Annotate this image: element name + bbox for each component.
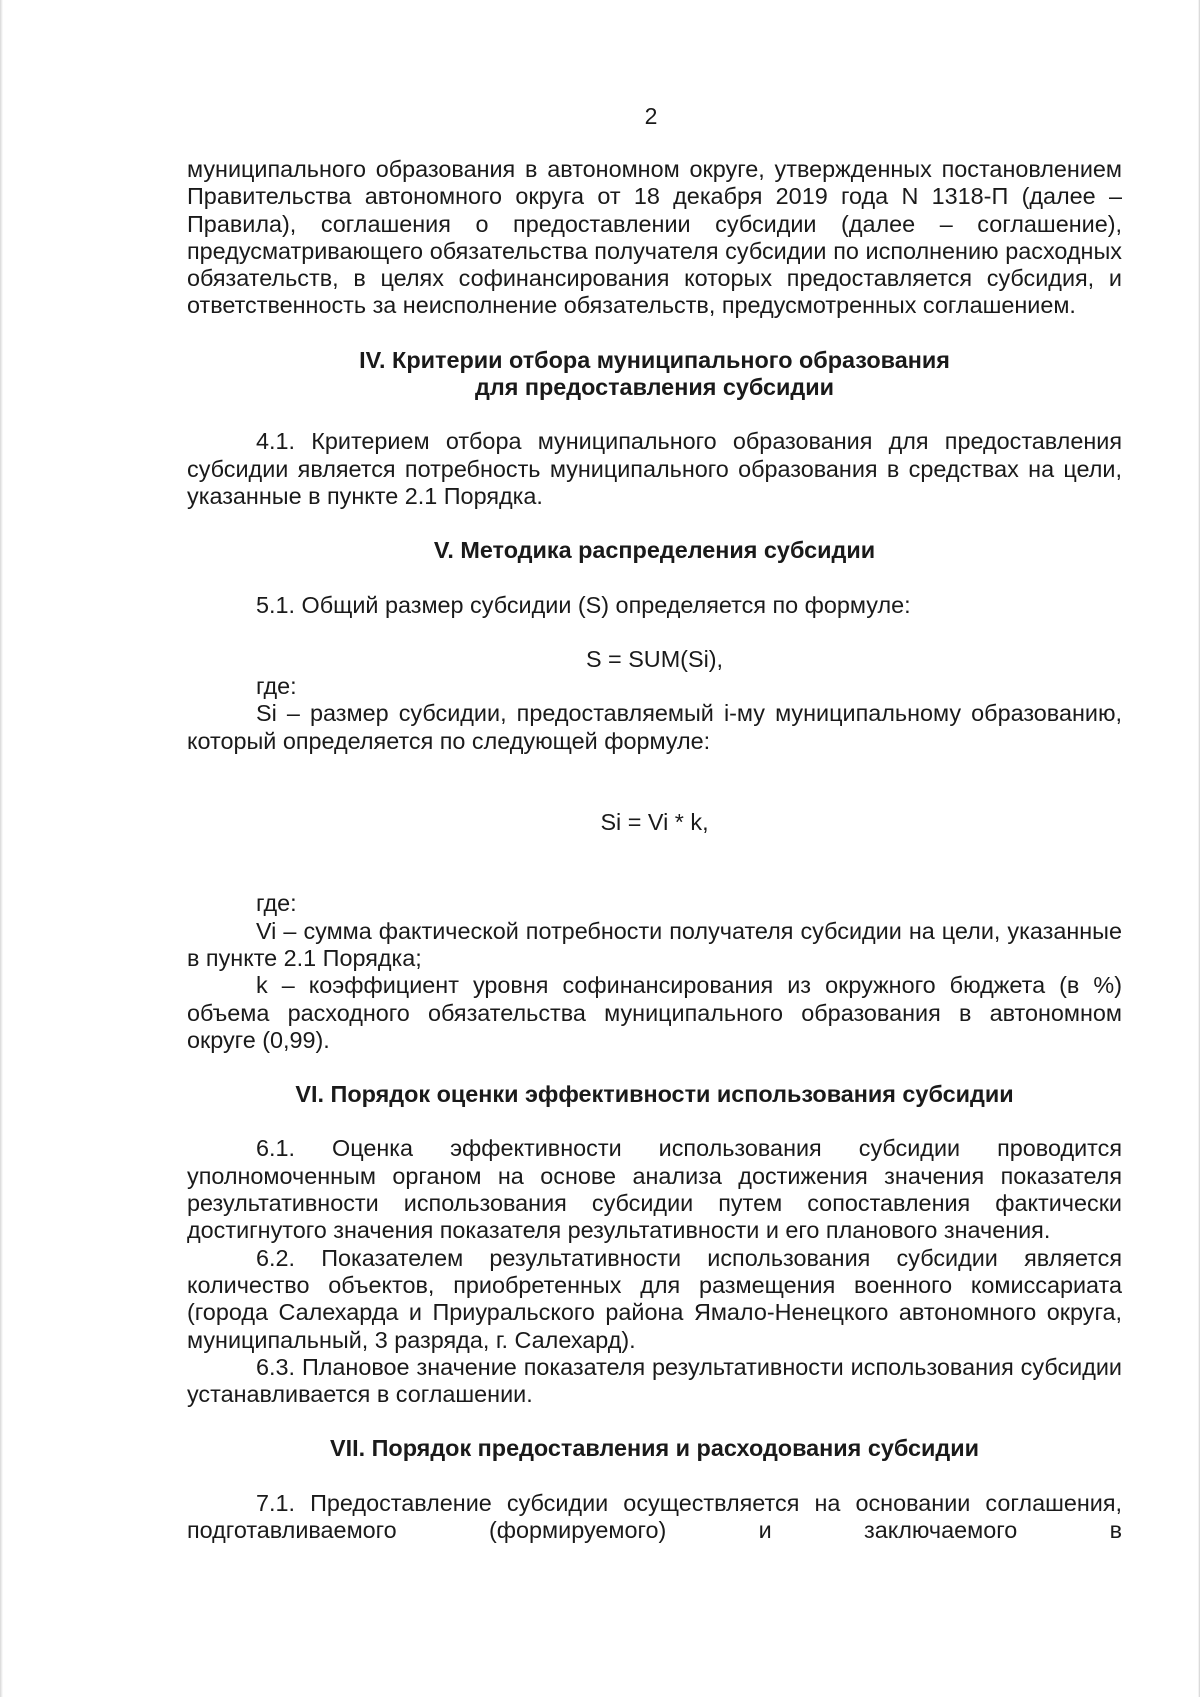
- paragraph-6-3: 6.3. Плановое значение показателя результативности использования субсидии устанавливается в соглашении.: [187, 1353, 1122, 1408]
- where-label-1: где:: [256, 673, 297, 700]
- heading-section-4-line-2: для предоставления субсидии: [474, 374, 834, 401]
- paragraph-7-1: 7.1. Предоставление субсидии осуществляется на основании соглашения, подготавливаемого (формируемого) и заключаемого в: [187, 1489, 1122, 1543]
- paragraph-k-definition: k – коэффициент уровня софинансирования из окружного бюджета (в %) объема расходного обязательства муниципального образования в автономном округе (0,99).: [187, 972, 1122, 1053]
- where-label-2: где:: [256, 890, 297, 917]
- paragraph-vi-definition: Vi – сумма фактической потребности получателя субсидии на цели, указанные в пункте 2.1 Порядка;: [187, 917, 1122, 971]
- paragraph-6-1: 6.1. Оценка эффективности использования субсидии проводится уполномоченным органом на основе анализа достижения значения показателя результативности использования субсидии путем сопоставления фактически достигнутого значения показателя результативности и его планового значения.: [187, 1135, 1122, 1244]
- paragraph-intro: муниципального образования в автономном округе, утвержденных постановлением Правительства автономного округа от 18 декабря 2019 года N 1318-П (далее – Правила), соглашения о предоставлении субсидии (далее – соглашение), предусматривающего обязательства получателя субсидии по исполнению расходных обязательств, в целях софинансирования которых предоставляется субсидия, и ответственность за неисполнение обязательств, предусмотренных соглашением.: [187, 156, 1122, 319]
- heading-section-6: VI. Порядок оценки эффективности использования субсидии: [295, 1081, 1014, 1108]
- paragraph-4-1: 4.1. Критерием отбора муниципального образования для предоставления субсидии является потребность муниципального образования в средствах на цели, указанные в пункте 2.1 Порядка.: [187, 428, 1122, 509]
- formula-si: Si = Vi * k,: [600, 809, 709, 836]
- heading-section-7: VII. Порядок предоставления и расходования субсидии: [330, 1435, 979, 1462]
- page-number: 2: [644, 103, 658, 129]
- scan-edge-left: [0, 0, 3, 1697]
- paragraph-si-definition: Si – размер субсидии, предоставляемый i-му муниципальному образованию, который определяется по следующей формуле:: [187, 700, 1122, 754]
- paragraph-6-2: 6.2. Показателем результативности использования субсидии является количество объектов, приобретенных для размещения военного комиссариата (города Салехарда и Приуральского района Ямало-Ненецкого автономного округа, муниципальный, 3 разряда, г. Салехард).: [187, 1244, 1122, 1353]
- heading-section-5: V. Методика распределения субсидии: [433, 537, 876, 564]
- formula-total-subsidy: S = SUM(Si),: [585, 645, 724, 672]
- heading-section-4-line-1: IV. Критерии отбора муниципального образования: [359, 346, 950, 373]
- document-body: [187, 156, 1122, 1544]
- paragraph-5-1: 5.1. Общий размер субсидии (S) определяется по формуле:: [256, 591, 911, 618]
